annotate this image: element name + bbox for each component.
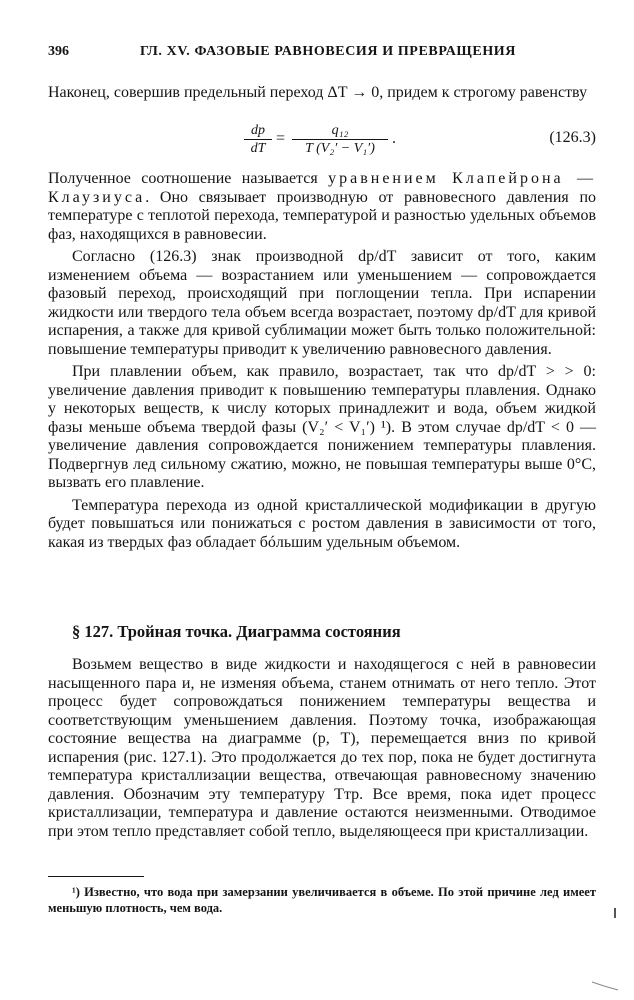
section-text — [48, 656, 596, 841]
footnote: ¹) Известно, что вода при замерзании увеличивается в объеме. По этой причине лед имеет меньшую плотность, чем вода. — [48, 885, 596, 915]
section-heading: § 127. Тройная точка. Диаграмма состояния — [72, 622, 401, 641]
running-title: ГЛ. XV. ФАЗОВЫЕ РАВНОВЕСИЯ И ПРЕВРАЩЕНИЯ — [140, 44, 517, 59]
scan-smudge — [590, 978, 620, 992]
scan-mark-stroke — [614, 908, 616, 918]
equation-lhs-numerator: dp — [244, 122, 272, 140]
paragraph-clapeyron-rest: . Оно связывает производную от равновесного давления по температуре с теплотой перехода, температурой и разностью удельных объемов фаз, находящихся в равновесии. — [48, 188, 596, 243]
equation-block — [48, 120, 596, 160]
paragraph-melting: При плавлении объем, как правило, возрастает, так что dp/dT > > 0: увеличение давления приводит к повышению температуры плавления. Однако у некоторых веществ, к числу которых принадлежит и вода, объем жидкой фазы меньше объема твердой фазы (V₂′ < V₁′) ¹). В этом случае dp/dT < 0 — увеличение давления сопровождается понижением температуры плавления. Подвергнув лед сильному сжатию, можно, не повышая температуры выше 0°С, вызвать его плавление. — [48, 363, 596, 491]
paragraph-derivative-sign: Согласно (126.3) знак производной dp/dT зависит от того, каким изменением объема — возрастанием или уменьшением — сопровождается фазовый переход, происходящий при поглощении тепла. При испарении жидкости или твердого тела объем всегда возрастает, поэтому dp/dT для кривой испарения, а также для кривой сублимации может быть только положительной: повышение температуры приводит к увеличению равновесного давления. — [48, 248, 596, 358]
equation-equals: = — [276, 130, 286, 147]
clapeyron-equation-name: уравнением Клапейрона — Клаузиуса — [48, 170, 597, 206]
footnote-rule — [48, 876, 144, 877]
equation-lhs-fraction — [244, 122, 272, 158]
intro-paragraph: Наконец, совершив предельный переход ΔT → 0, придем к строгому равенству — [48, 84, 588, 101]
paragraph-crystal-modification: Температура перехода из одной кристаллической модификации в другую будет повышаться или понижаться с ростом давления в зависимости от того, какая из твердых фаз обладает бóльшим удельным объемом. — [48, 496, 596, 551]
paragraph-clapeyron — [48, 170, 596, 244]
paragraph-clapeyron-lead: Полученное соотношение называется — [48, 170, 329, 187]
running-header — [48, 44, 598, 64]
equation-lhs-denominator: dT — [250, 141, 266, 156]
equation-rhs-denominator: T (V₂′ − V₁′) — [305, 141, 375, 156]
page-number: 396 — [48, 44, 69, 59]
intro-block — [48, 84, 596, 103]
equation-trailing-period: . — [392, 130, 396, 147]
equation-number: (126.3) — [549, 129, 596, 146]
scan-smudge-line — [592, 982, 618, 990]
main-text — [48, 170, 596, 552]
scan-mark — [612, 906, 618, 920]
paragraph-triple-point: Возьмем вещество в виде жидкости и находящегося с ней в равновесии насыщенного пара и, не изменяя объема, станем отнимать от него тепло. Этот процесс будет сопровождаться понижением температуры вещества и соответствующим уменьшением давления. Поэтому точка, изображающая состояние вещества на диаграмме (p, T), перемещается вниз по кривой испарения (рис. 127.1). Это продолжается до тех пор, пока не будет достигнута температура кристаллизации вещества, отвечающая равновесному значению давления. Обозначим эту температуру Tтр. Все время, пока идет процесс кристаллизации, температура и давление остаются неизменными. Отводимое при этом тепло представляет собой тепло, выделяющееся при кристаллизации. — [48, 656, 596, 840]
equation-126-3 — [48, 120, 596, 160]
equation-rhs-numerator: q₁₂ — [292, 122, 388, 140]
equation-rhs-fraction — [292, 122, 388, 158]
